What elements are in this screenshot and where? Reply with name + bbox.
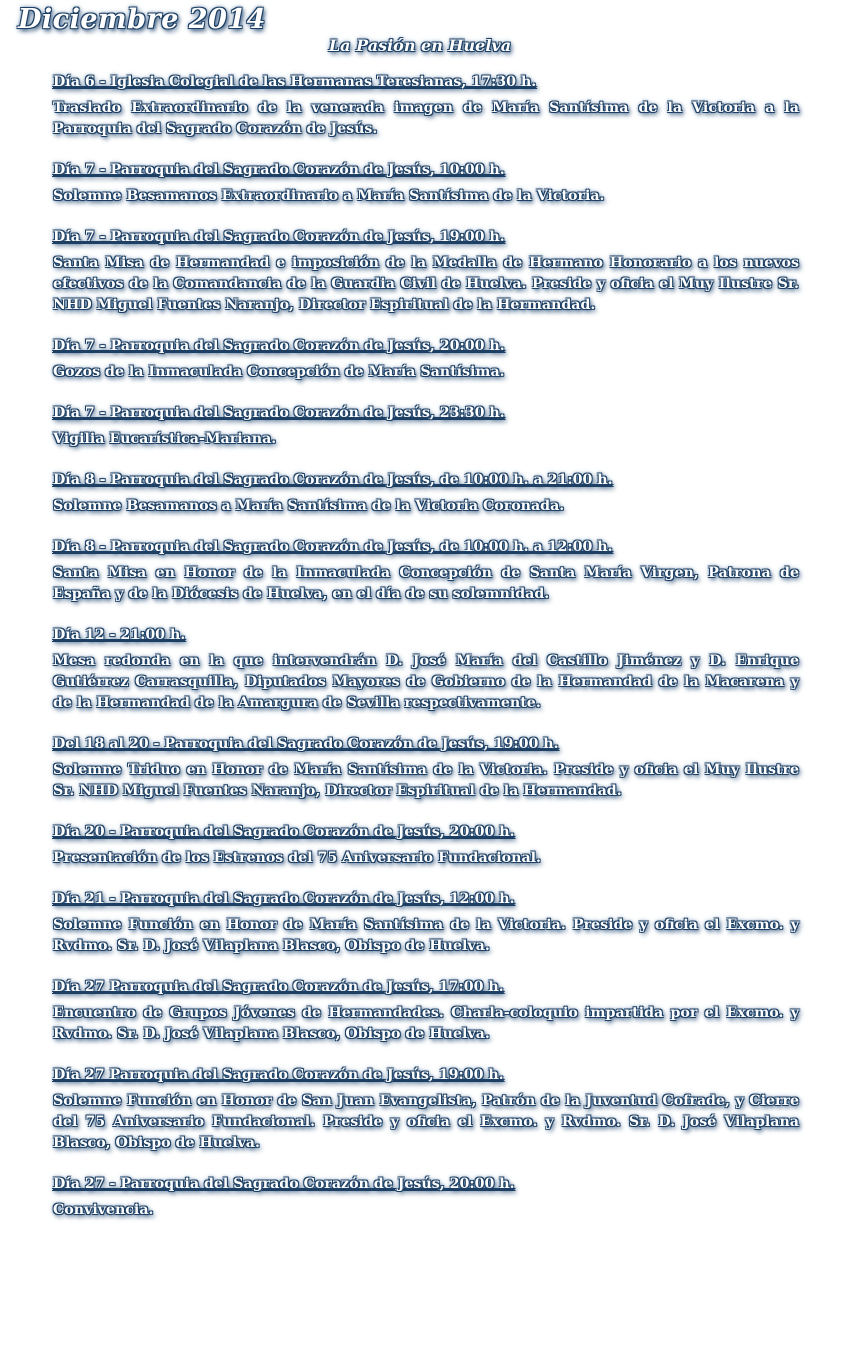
event-item [53,72,799,140]
event-description: Solemne Triduo en Honor de María Santísima de la Victoria. Preside y oficia el Muy Ilustre Sr. NHD Miguel Fuentes Naranjo, Director Espiritual de la Hermandad. [53,762,799,799]
event-heading: Día 7 - Parroquia del Sagrado Corazón de Jesús, 23:30 h. [53,405,505,421]
event-heading: Día 7 - Parroquia del Sagrado Corazón de Jesús, 20:00 h. [53,338,505,354]
event-heading: Día 8 - Parroquia del Sagrado Corazón de Jesús, de 10:00 h. a 21:00 h. [53,472,613,488]
event-description: Solemne Besamanos Extraordinario a María Santísima de la Victoria. [53,188,605,204]
page-title: Diciembre 2014 [18,4,266,35]
event-description: Traslado Extraordinario de la venerada imagen de María Santísima de la Victoria a la Parroquia del Sagrado Corazón de Jesús. [53,100,799,137]
event-heading: Del 18 al 20 - Parroquia del Sagrado Corazón de Jesús, 19:00 h. [53,736,559,752]
event-description: Santa Misa de Hermandad e imposición de la Medalla de Hermano Honorario a los nuevos efectivos de la Comandancia de la Guardia Civil de Huelva. Preside y oficia el Muy Ilustre Sr. NHD Miguel Fuentes Naranjo, Director Espiritual de la Hermandad. [53,255,799,313]
page-subtitle: La Pasión en Huelva [328,36,512,55]
event-heading: Día 8 - Parroquia del Sagrado Corazón de Jesús, de 10:00 h. a 12:00 h. [53,539,613,555]
event-description: Convivencia. [53,1202,154,1218]
event-description: Solemne Función en Honor de María Santísima de la Victoria. Preside y oficia el Excmo. y Rvdmo. Sr. D. José Vilaplana Blasco, Obispo de Huelva. [53,917,799,954]
event-item [53,403,799,450]
event-list [53,72,799,1241]
event-description: Presentación de los Estrenos del 75 Aniversario Fundacional. [53,850,541,866]
event-heading: Día 27 Parroquia del Sagrado Corazón de Jesús, 17:00 h. [53,979,504,995]
event-heading: Día 20 - Parroquia del Sagrado Corazón de Jesús, 20:00 h. [53,824,515,840]
event-heading: Día 6 - Iglesia Colegial de las Hermanas Teresianas, 17:30 h. [53,74,537,90]
event-item [53,625,799,714]
event-item [53,1174,799,1221]
event-description: Encuentro de Grupos Jóvenes de Hermandades. Charla-coloquio impartida por el Excmo. y Rvdmo. Sr. D. José Vilaplana Blasco, Obispo de Huelva. [53,1005,799,1042]
event-item [53,889,799,957]
event-heading: Día 12 - 21:00 h. [53,627,186,643]
event-heading: Día 27 - Parroquia del Sagrado Corazón de Jesús, 20:00 h. [53,1176,515,1192]
event-heading: Día 7 - Parroquia del Sagrado Corazón de Jesús, 19:00 h. [53,229,505,245]
event-heading: Día 21 - Parroquia del Sagrado Corazón de Jesús, 12:00 h. [53,891,515,907]
event-heading: Día 27 Parroquia del Sagrado Corazón de Jesús, 19:00 h. [53,1067,504,1083]
event-description: Solemne Función en Honor de San Juan Evangelista, Patrón de la Juventud Cofrade, y Cierre del 75 Aniversario Fundacional. Preside y oficia el Excmo. y Rvdmo. Sr. D. José Vilaplana Blasco, Obispo de Huelva. [53,1093,799,1151]
event-item [53,1065,799,1154]
event-item [53,822,799,869]
event-description: Gozos de la Inmaculada Concepción de María Santísima. [53,364,505,380]
event-heading: Día 7 - Parroquia del Sagrado Corazón de Jesús, 10:00 h. [53,162,505,178]
event-item [53,336,799,383]
event-description: Solemne Besamanos a María Santísima de la Victoria Coronada. [53,498,565,514]
event-description: Vigilia Eucarística-Mariana. [53,431,277,447]
event-item [53,977,799,1045]
event-item [53,734,799,802]
event-item [53,227,799,316]
event-item [53,537,799,605]
event-item [53,470,799,517]
event-description: Mesa redonda en la que intervendrán D. José María del Castillo Jiménez y D. Enrique Gutiérrez Carrasquilla, Diputados Mayores de Gobierno de la Hermandad de la Macarena y de la Hermandad de la Amargura de Sevilla respectivamente. [53,653,799,711]
event-description: Santa Misa en Honor de la Inmaculada Concepción de Santa María Virgen, Patrona de España y de la Diócesis de Huelva, en el día de su solemnidad. [53,565,799,602]
event-item [53,160,799,207]
